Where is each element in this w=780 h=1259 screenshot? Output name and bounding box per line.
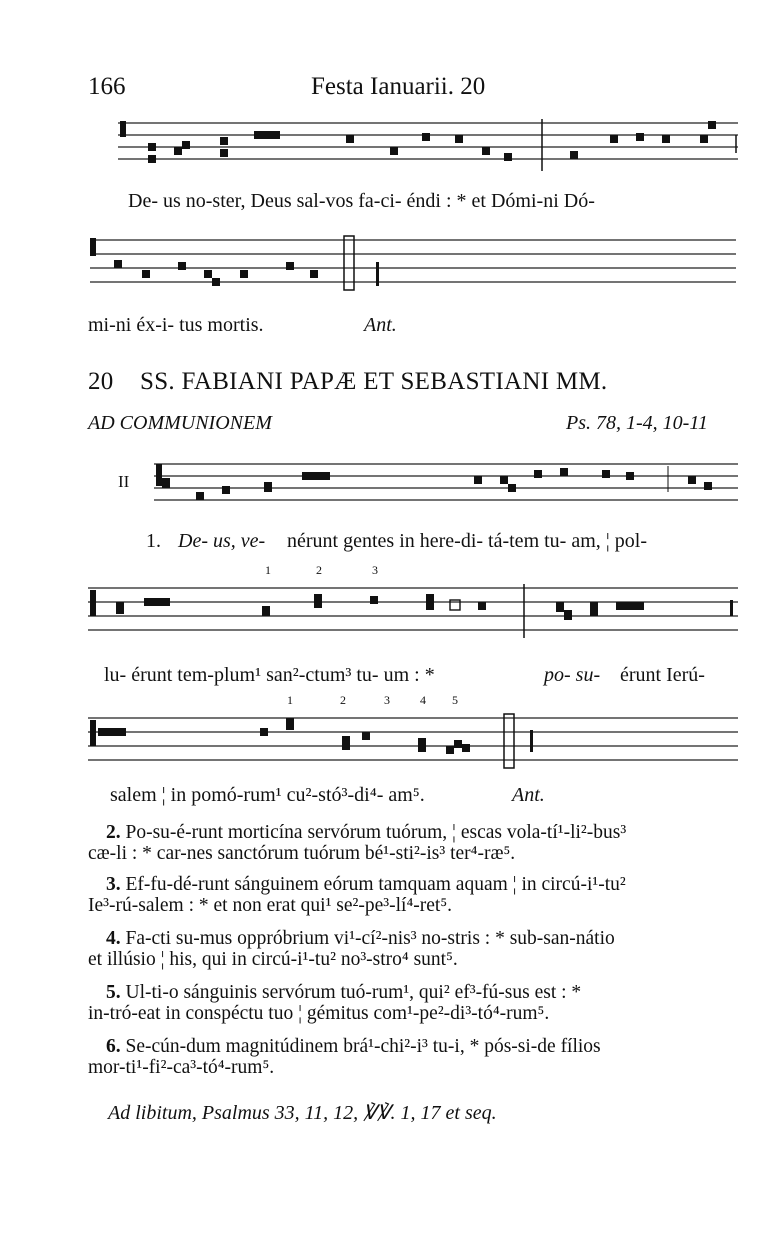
- mode-number: II: [118, 472, 130, 491]
- psalm-verse: 5. Ul-ti-o sánguinis servórum tuó-rum¹, qui² ef³-fú-sus est : * in-tró-eat in conspéctu tuo ¦ gémitus com¹-pe²-di³-tó⁴-rum⁵.: [88, 982, 582, 1024]
- accent-mark: 1: [287, 693, 293, 707]
- feast-title: SS. FABIANI PAPÆ ET SEBASTIANI MM.: [140, 368, 608, 395]
- chant-staff-2: [86, 232, 740, 296]
- accent-mark: 4: [420, 693, 426, 707]
- accent-mark: 2: [340, 693, 346, 707]
- verse1-intonation: De- us, ve-: [178, 530, 266, 552]
- chant1-lyrics-line1: De- us no-ster, Deus sal-vos fa-ci- éndi : * et Dómi-ni Dó-: [128, 190, 595, 212]
- running-title: Festa Ianuarii. 20: [311, 73, 486, 100]
- verse1-line3: salem ¦ in pomó-rum¹ cu²-stó³-di⁴- am⁵.: [110, 784, 425, 806]
- psalm-verse: 6. Se-cún-dum magnitúdinem brá¹-chi²-i³ tu-i, * pós-si-de fílios mor-ti¹-fi²-ca³-tó⁴-rum⁵.: [88, 1036, 601, 1078]
- chant1-lyrics-line2: mi-ni éx-i- tus mortis.: [88, 314, 264, 336]
- verse1-number: 1.: [146, 530, 161, 552]
- accent-mark: 3: [384, 693, 390, 707]
- section-title: AD COMMUNIONEM: [88, 412, 272, 434]
- psalm-verse: 2. Po-su-é-runt morticína servórum tuórum, ¦ escas vola-tí¹-li²-bus³ cæ-li : * car-nes sanctórum tuórum bé¹-sti²-is³ ter⁴-ræ⁵.: [88, 822, 627, 864]
- verse1-ant: Ant.: [512, 784, 545, 806]
- feast-number: 20: [88, 368, 114, 395]
- chant-staff-4: [86, 580, 740, 640]
- accent-mark: 2: [316, 563, 322, 577]
- accent-mark: 5: [452, 693, 458, 707]
- chant1-ant: Ant.: [364, 314, 397, 336]
- chant-staff-1: [110, 115, 740, 177]
- verse1-line2-italic: po- su-: [544, 664, 601, 686]
- verse1-line1: nérunt gentes in here-di- tá-tem tu- am, ¦ pol-: [287, 530, 647, 552]
- verse1-line2-end: érunt Ierú-: [620, 664, 705, 686]
- chant-staff-5: [86, 710, 740, 770]
- chant-staff-3: [152, 456, 740, 514]
- verse1-line2: lu- érunt tem-plum¹ san²-ctum³ tu- um : *: [104, 664, 435, 686]
- footer-note: Ad libitum, Psalmus 33, 11, 12, ℣℣. 1, 17 et seq.: [108, 1102, 497, 1124]
- page-number: 166: [88, 73, 126, 100]
- accent-mark: 3: [372, 563, 378, 577]
- psalm-reference: Ps. 78, 1-4, 10-11: [566, 412, 708, 434]
- psalm-verse: 3. Ef-fu-dé-runt sánguinem eórum tamquam aquam ¦ in circú-i¹-tu² Ie³-rú-salem : * et non erat qui¹ se²-pe³-lí⁴-ret⁵.: [88, 874, 626, 916]
- accent-mark: 1: [265, 563, 271, 577]
- psalm-verse: 4. Fa-cti su-mus oppróbrium vi¹-cí²-nis³ no-stris : * sub-san-nátio et illúsio ¦ his, qui in circú-i¹-tu² no³-stro⁴ sunt⁵.: [88, 928, 615, 970]
